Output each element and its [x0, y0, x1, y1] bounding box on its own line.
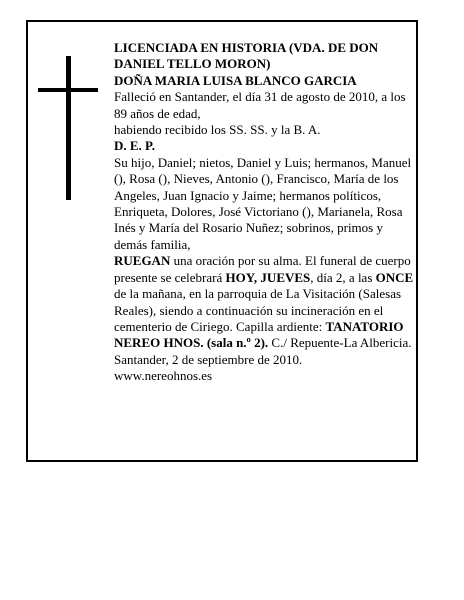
funeral-text-3: de la mañana, en la parroquia de La Visitación (Salesas Reales), siendo a continuación su incineración en el cementerio de Ciriego. Capilla ardiente:: [114, 286, 402, 334]
cross-vertical-bar: [66, 56, 71, 200]
rip-text: D. E. P.: [114, 138, 156, 154]
date-place: Santander, 2 de septiembre de 2010.: [114, 351, 303, 367]
funeral-address: C./ Repuente-La Albericia.: [268, 335, 412, 351]
website-text: www.nereohnos.es: [114, 368, 213, 384]
funeral-info: [114, 253, 414, 351]
cross-horizontal-bar: [38, 88, 98, 92]
sacraments-info: habiendo recibido los SS. SS. y la B. A.: [114, 122, 321, 138]
death-info: Falleció en Santander, el día 31 de agosto de 2010, a los 89 años de edad,: [114, 89, 406, 121]
funeral-text-2: , día 2, a las: [310, 269, 376, 285]
family-list: Su hijo, Daniel; nietos, Daniel y Luis; hermanos, Manuel (), Rosa (), Nieves, Antonio (), Francisco, María de los Angeles, Juan Ignacio y Jaime; hermanos políticos, Enriqueta, Dolores, José Victoriano (), Marianela, Rosa Inés y María del Rosario Nuñez; sobrinos, primos y demás familia,: [114, 154, 412, 252]
cross-icon: [38, 56, 98, 200]
funeral-hour: ONCE: [375, 269, 414, 285]
deceased-name: DOÑA MARIA LUISA BLANCO GARCIA: [114, 72, 357, 88]
ruegan-text: RUEGAN: [114, 253, 171, 269]
obituary-notice-frame: [26, 20, 418, 462]
funeral-text-1: una oración por su alma. El funeral de cuerpo presente se celebrará: [114, 253, 411, 285]
funeral-home: TANATORIO NEREO HNOS. (sala n.º 2).: [114, 318, 404, 351]
funeral-day: HOY, JUEVES: [225, 269, 311, 285]
deceased-title: LICENCIADA EN HISTORIA (VDA. DE DON DANIEL TELLO MORON): [114, 40, 379, 72]
obituary-text: [114, 40, 414, 385]
